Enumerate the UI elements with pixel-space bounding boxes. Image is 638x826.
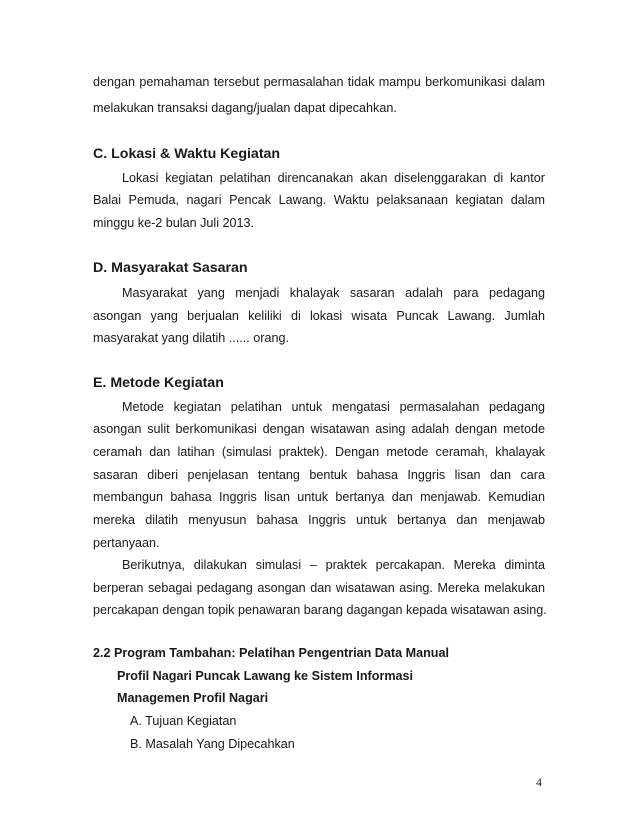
section-e-line-6: mereka dilatih menyusun bahasa Inggris untuk bertanya dan menjawab: [93, 513, 545, 527]
section-e-line-4: sasaran diberi penjelasan tentang bentuk bahasa Inggris lisan dan cara: [93, 468, 545, 482]
section-e-heading: E. Metode Kegiatan: [93, 375, 224, 391]
section-e-line-5: membangun bahasa Inggris lisan untuk bertanya dan menjawab. Kemudian: [93, 490, 545, 504]
list-item-tujuan: A. Tujuan Kegiatan: [130, 714, 237, 728]
section-22-title-line-2: Profil Nagari Puncak Lawang ke Sistem Informasi: [117, 669, 414, 683]
section-d-heading: D. Masyarakat Sasaran: [93, 260, 248, 276]
intro-line-2: melakukan transaksi dagang/jualan dapat dipecahkan.: [93, 101, 397, 115]
page-number: 4: [536, 775, 542, 789]
section-e-line-8: Berikutnya, dilakukan simulasi – praktek percakapan. Mereka diminta: [122, 558, 545, 572]
section-e-line-10: percakapan dengan topik penawaran barang dagangan kepada wisatawan asing.: [93, 603, 547, 617]
section-d-line-2: asongan yang berjualan keliliki di lokasi wisata Puncak Lawang. Jumlah: [93, 309, 545, 323]
list-item-masalah: B. Masalah Yang Dipecahkan: [130, 737, 295, 751]
section-22-title-line-1: 2.2 Program Tambahan: Pelatihan Pengentrian Data Manual: [93, 646, 449, 660]
section-22-title-line-3: Managemen Profil Nagari: [117, 691, 269, 705]
section-c-line-2: Balai Pemuda, nagari Pencak Lawang. Waktu pelaksanaan kegiatan dalam: [93, 193, 545, 207]
intro-line-1: dengan pemahaman tersebut permasalahan tidak mampu berkomunikasi dalam: [93, 75, 545, 89]
section-e-line-9: berperan sebagai pedagang asongan dan wisatawan asing. Mereka melakukan: [93, 581, 545, 595]
section-d-line-3: masyarakat yang dilatih ...... orang.: [93, 331, 290, 345]
section-e-line-1: Metode kegiatan pelatihan untuk mengatasi permasalahan pedagang: [122, 400, 545, 414]
section-e-line-3: ceramah dan latihan (simulasi praktek). Dengan metode ceramah, khalayak: [93, 445, 545, 459]
section-c-line-1: Lokasi kegiatan pelatihan direncanakan akan diselenggarakan di kantor: [122, 171, 545, 185]
section-c-heading: C. Lokasi & Waktu Kegiatan: [93, 146, 281, 162]
section-d-line-1: Masyarakat yang menjadi khalayak sasaran adalah para pedagang: [122, 286, 545, 300]
section-c-line-3: minggu ke-2 bulan Juli 2013.: [93, 216, 255, 230]
section-e-line-7: pertanyaan.: [93, 536, 160, 550]
section-e-line-2: asongan sulit berkomunikasi dengan wisatawan asing adalah dengan metode: [93, 422, 545, 436]
